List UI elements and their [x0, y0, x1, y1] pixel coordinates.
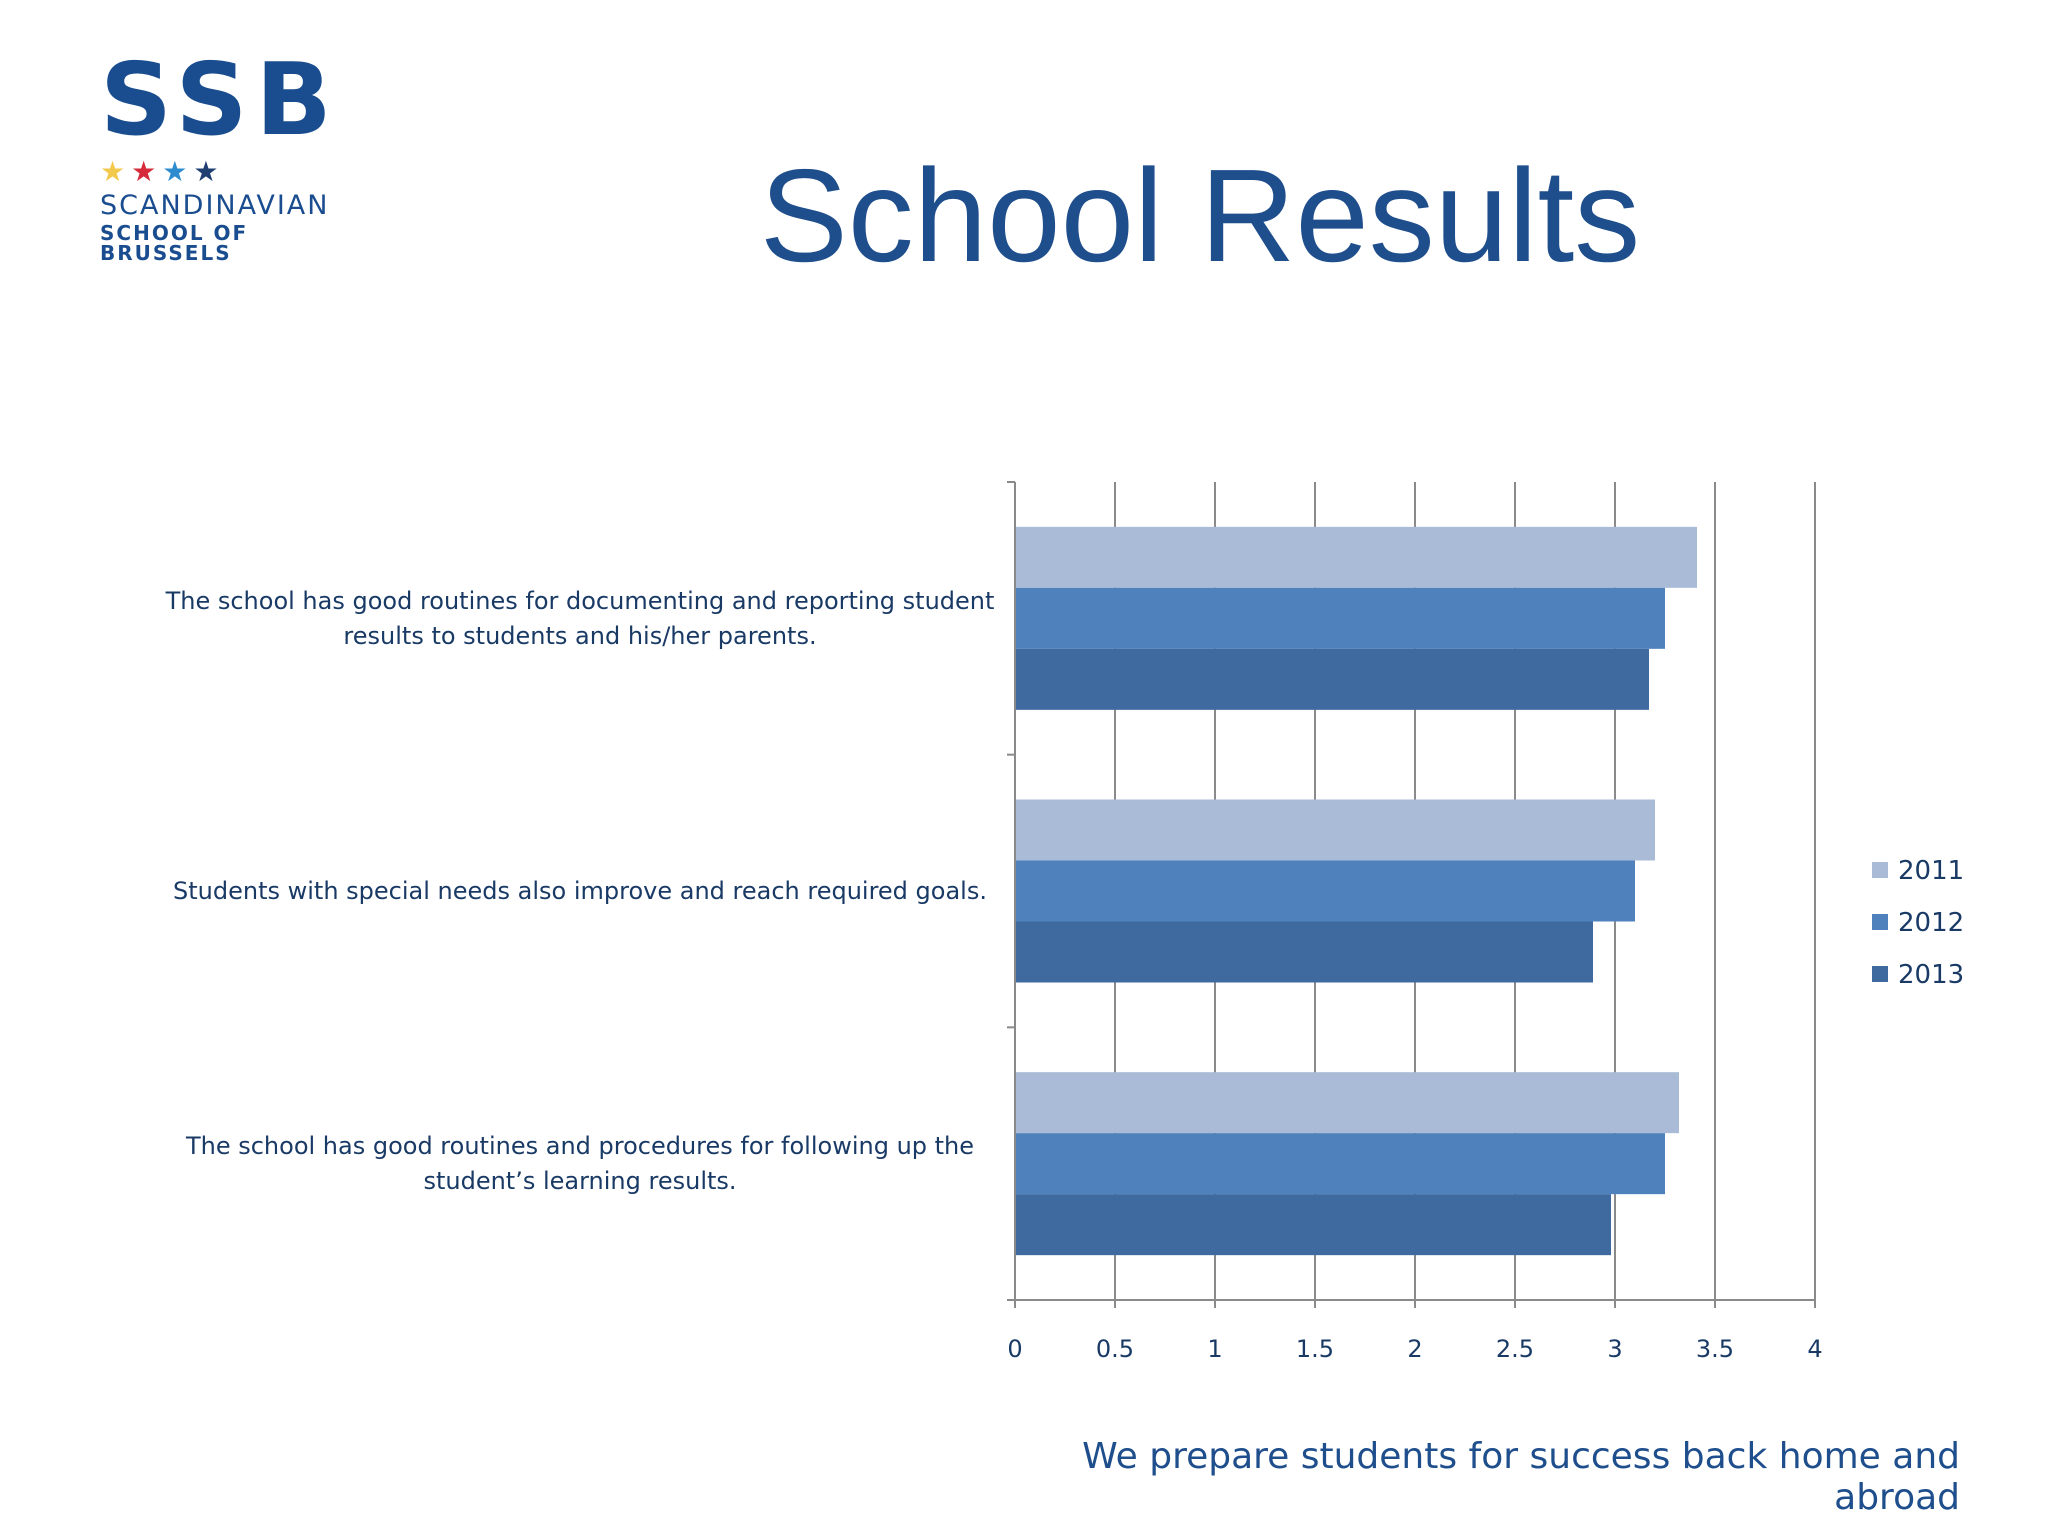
bar — [1015, 922, 1593, 983]
tagline: We prepare students for success back home and abroad — [1082, 1436, 1960, 1518]
logo-mark: SSB — [100, 41, 340, 158]
category-label-line: The school has good routines and procedures for following up the — [185, 1132, 975, 1161]
x-tick-label: 4 — [1807, 1335, 1823, 1363]
legend-label: 2012 — [1898, 908, 1965, 938]
category-label-line: Students with special needs also improve and reach required goals. — [173, 877, 987, 905]
star-icon: ★ — [162, 156, 194, 187]
legend-swatch — [1872, 862, 1888, 878]
x-tick-label: 2.5 — [1495, 1335, 1535, 1363]
legend-swatch — [1872, 914, 1888, 930]
legend-label: 2011 — [1898, 856, 1965, 886]
legend-swatch — [1872, 966, 1888, 982]
bar — [1015, 1133, 1665, 1194]
bar — [1015, 1194, 1611, 1255]
bar — [1015, 588, 1665, 649]
x-tick-label: 1 — [1207, 1335, 1223, 1363]
category-label — [173, 877, 987, 905]
star-icon: ★ — [100, 156, 132, 187]
logo-subtitle: SCHOOL OF BRUSSELS — [100, 221, 249, 265]
category-label — [185, 1132, 974, 1195]
x-tick-label: 2 — [1407, 1335, 1423, 1363]
x-tick-label: 3.5 — [1695, 1335, 1735, 1363]
star-icon: ★ — [193, 156, 225, 187]
category-label-line: The school has good routines for documenting and reporting student — [165, 586, 995, 615]
x-tick-label: 1.5 — [1295, 1335, 1335, 1363]
bar — [1015, 1072, 1679, 1133]
page-title: School Results — [759, 142, 1641, 289]
legend-label: 2013 — [1898, 960, 1965, 990]
logo-name: SCANDINAVIAN — [100, 190, 330, 221]
bar — [1015, 800, 1655, 861]
x-tick-label: 3 — [1607, 1335, 1623, 1363]
x-tick-label: 0 — [1007, 1335, 1023, 1363]
x-tick-label: 0.5 — [1095, 1335, 1135, 1363]
bar — [1015, 649, 1649, 710]
bar — [1015, 861, 1635, 922]
category-label-line: results to students and his/her parents. — [343, 621, 817, 650]
category-label — [165, 587, 995, 650]
category-label-line: student’s learning results. — [423, 1167, 737, 1196]
star-icon: ★ — [131, 156, 163, 187]
bar — [1015, 527, 1697, 588]
